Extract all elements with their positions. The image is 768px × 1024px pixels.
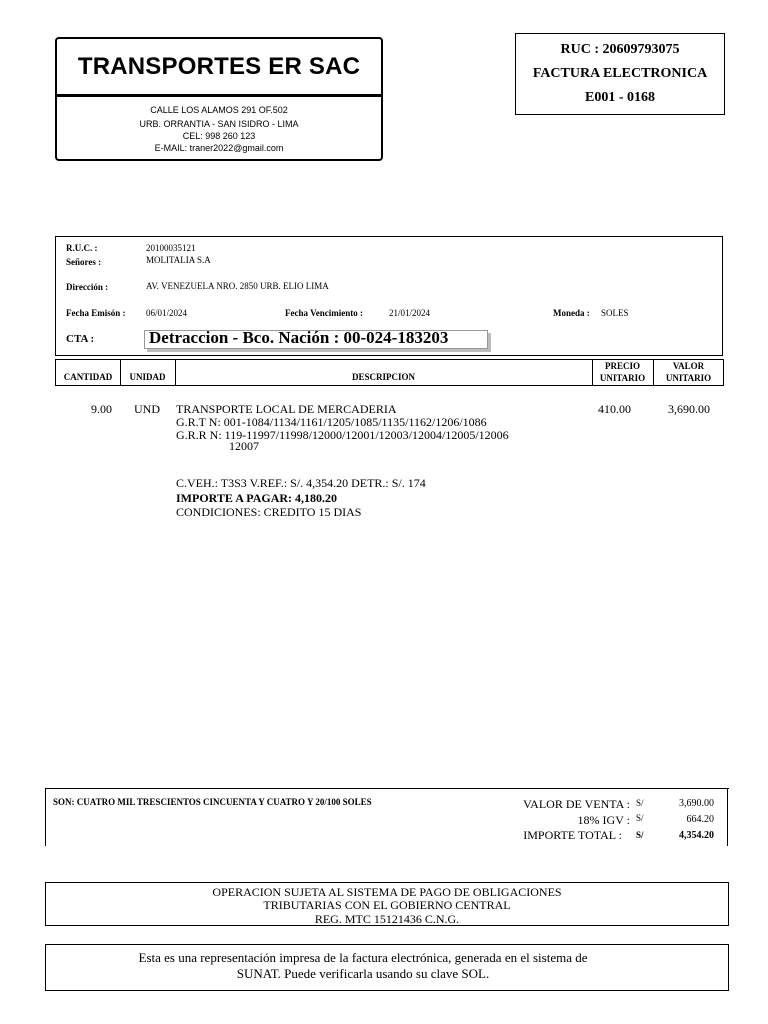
operation-line-3: REG. MTC 15121436 C.N.G. bbox=[314, 912, 460, 926]
item-description-line: G.R.R N: 119-11997/11998/12000/12001/12003/12004/12005/12006 bbox=[176, 428, 509, 442]
column-unidad: UNIDAD bbox=[129, 372, 166, 382]
sale-value-label: VALOR DE VENTA : bbox=[523, 797, 630, 811]
operation-line-2: TRIBUTARIAS CON EL GOBIERNO CENTRAL bbox=[263, 898, 511, 912]
column-cantidad: CANTIDAD bbox=[63, 372, 113, 382]
item-value: 3,690.00 bbox=[668, 402, 710, 416]
due-date: 21/01/2024 bbox=[389, 308, 431, 318]
client-name-label: Señores : bbox=[66, 257, 102, 267]
conditions-note: CONDICIONES: CREDITO 15 DIAS bbox=[176, 505, 362, 519]
vehicle-note: C.VEH.: T3S3 V.REF.: S/. 4,354.20 DETR.: S/. 174 bbox=[176, 476, 426, 490]
issue-date-label: Fecha Emisón : bbox=[66, 308, 126, 318]
invoice-id-box bbox=[515, 33, 725, 115]
representation-line-2: SUNAT. Puede verificarla usando su clave SOL. bbox=[236, 966, 490, 981]
client-ruc-label: R.U.C. : bbox=[66, 243, 98, 253]
items-table-header bbox=[55, 359, 724, 386]
total-currency: S/ bbox=[636, 830, 644, 840]
cta-value: Detraccion - Bco. Nación : 00-024-183203 bbox=[149, 328, 449, 347]
column-valor-line-2: UNITARIO bbox=[665, 373, 712, 383]
company-address-1: CALLE LOS ALAMOS 291 OF.502 bbox=[150, 105, 288, 115]
client-ruc: 20100035121 bbox=[146, 243, 196, 253]
item-description-line: 12007 bbox=[229, 439, 259, 453]
sale-value-currency: S/ bbox=[636, 798, 644, 808]
company-header bbox=[55, 37, 383, 161]
client-address-label: Dirección : bbox=[66, 282, 109, 292]
total-label: IMPORTE TOTAL : bbox=[523, 828, 622, 842]
totals-edge bbox=[727, 788, 728, 846]
column-precio-line-1: PRECIO bbox=[604, 361, 640, 371]
client-address: AV. VENEZUELA NRO. 2850 URB. ELIO LIMA bbox=[146, 281, 329, 291]
item-unit-price: 410.00 bbox=[598, 402, 631, 416]
company-phone: CEL: 998 260 123 bbox=[182, 131, 256, 141]
igv-currency: S/ bbox=[636, 813, 644, 823]
invoice-number: E001 - 0168 bbox=[585, 90, 655, 105]
cta-field bbox=[144, 330, 488, 349]
payable-note: IMPORTE A PAGAR: 4,180.20 bbox=[176, 491, 338, 505]
client-info bbox=[55, 236, 723, 356]
representation-notice bbox=[45, 944, 729, 991]
total-amount: 4,354.20 bbox=[679, 830, 714, 841]
sale-value-amount: 3,690.00 bbox=[679, 798, 714, 809]
cta-label: CTA : bbox=[66, 333, 95, 345]
igv-amount: 664.20 bbox=[686, 814, 714, 825]
issue-date: 06/01/2024 bbox=[146, 308, 188, 318]
representation-line-1: Esta es una representación impresa de la factura electrónica, generada en el sistema de bbox=[138, 950, 588, 965]
company-divider bbox=[57, 94, 381, 97]
igv-label: 18% IGV : bbox=[577, 813, 630, 827]
invoice-ruc: RUC : 20609793075 bbox=[560, 42, 680, 57]
totals-section bbox=[45, 788, 729, 846]
company-name: TRANSPORTES ER SAC bbox=[77, 53, 361, 80]
client-name: MOLITALIA S.A bbox=[146, 255, 211, 265]
item-description-line: TRANSPORTE LOCAL DE MERCADERIA bbox=[176, 402, 397, 416]
company-address-2: URB. ORRANTIA - SAN ISIDRO - LIMA bbox=[139, 119, 299, 129]
column-valor-line-1: VALOR bbox=[672, 361, 705, 371]
currency-label: Moneda : bbox=[553, 308, 590, 318]
item-description-line: G.R.T N: 001-1084/1134/1161/1205/1085/1135/1162/1206/1086 bbox=[176, 415, 487, 429]
operation-notice bbox=[45, 882, 729, 926]
due-date-label: Fecha Vencimiento : bbox=[285, 308, 363, 318]
amount-in-words: SON: CUATRO MIL TRESCIENTOS CINCUENTA Y CUATRO Y 20/100 SOLES bbox=[53, 797, 372, 807]
invoice-type: FACTURA ELECTRONICA bbox=[532, 66, 708, 81]
operation-line-1: OPERACION SUJETA AL SISTEMA DE PAGO DE OBLIGACIONES bbox=[212, 885, 562, 899]
item-unit: UND bbox=[134, 402, 160, 416]
item-quantity: 9.00 bbox=[91, 402, 112, 416]
currency: SOLES bbox=[601, 308, 629, 318]
column-descripcion: DESCRIPCION bbox=[351, 372, 415, 382]
column-precio-line-2: UNITARIO bbox=[599, 373, 646, 383]
company-email: E-MAIL: traner2022@gmail.com bbox=[154, 143, 284, 153]
